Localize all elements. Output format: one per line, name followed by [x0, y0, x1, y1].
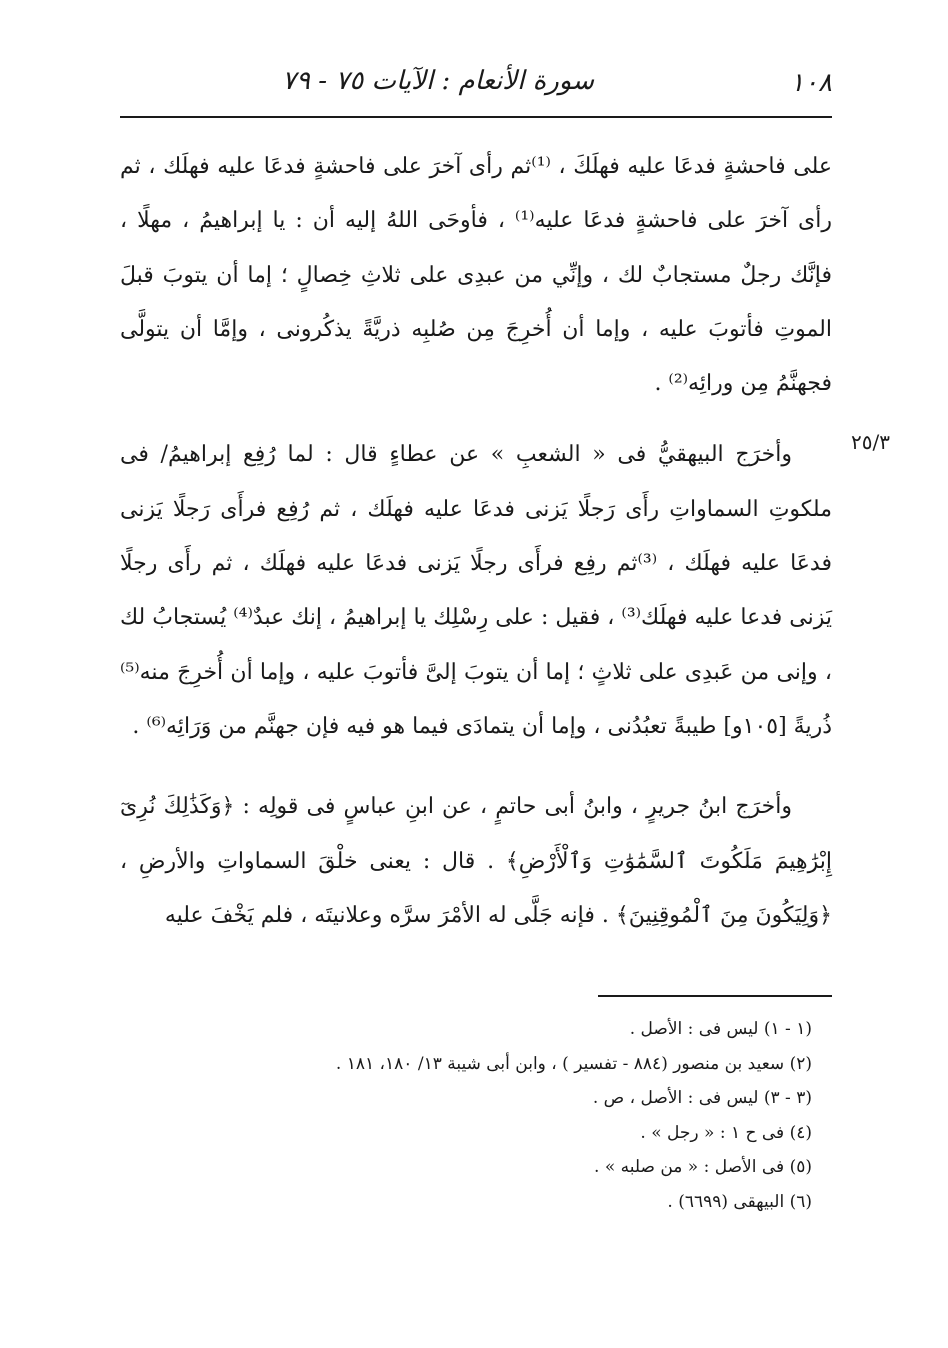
- running-title: سورة الأنعام : الآيات ٧٥ - ٧٩: [282, 66, 594, 96]
- page-number: ١٠٨: [790, 68, 832, 98]
- footnote-2: (٢) سعيد بن منصور (٨٨٤ - تفسير ) ، وابن أبى شيبة ١٣/ ١٨٠، ١٨١ .: [335, 1053, 812, 1074]
- paragraph-2-text: وأخرَج البيهقيُّ فى « الشعبِ » عن عطاءٍ قال : لما رُفِع إبراهيمُ/ فى ملكوتِ السماواتِ رأَى رَجلًا يَزنى فدعَا عليه فهلَك ، ثم رُفِع فرأَى رَجلًا يَزنى فدعَا عليه فهلَك ، ⁽³⁾ثم رفِع فرأَى رجلًا يَزنى فدعَا عليه فهلَك ، ثم رأَى رجلًا يَزنى فدعا عليه فهلَك⁽³⁾ ، فقيل : على رِسْلِك يا إبراهيمُ ، إنك عبدٌ⁽⁴⁾ يُستجابُ لك ، وإنى من عَبدِى على ثلاثٍ ؛ إما أن يتوبَ إلىَّ فأتوبَ عليه ، وإما أن أُخرِجَ منه⁽⁵⁾ ذُريةً [١٠٥و] طيبةً تعبُدُنى ، وإما أن يتمادَى فيما هو فيه فإن جهنَّم من وَرَائِه⁽⁶⁾ .: [120, 442, 833, 739]
- footnote-4: (٤) فى ح ١ : « رجل » .: [640, 1122, 812, 1143]
- paragraph-3: [120, 780, 832, 943]
- footnote-1: (١ - ١) ليس فى : الأصل .: [629, 1019, 812, 1039]
- paragraph-3-text: وأخرَج ابنُ جريرٍ ، وابنُ أبى حاتمٍ ، عن ابنِ عباسٍ فى قولِه : ﴿وَكَذَٰلِكَ نُرِىٓ إِبْرَٰهِيمَ مَلَكُوتَ ٱلسَّمَٰوَٰتِ وَٱلْأَرْضِ﴾ . قال : يعنى خلْقَ السماواتِ والأرضِ ، ﴿وَلِيَكُونَ مِنَ ٱلْمُوقِنِينَ﴾ . فإنه جَلَّى له الأمْرَ سرَّه وعلانيتَه ، فلم يَخْفَ عليه: [120, 794, 832, 928]
- margin-reference: ٢٥/٣: [851, 430, 890, 454]
- paragraph-1: على فاحشةٍ فدعَا عليه فهلَكَ ، ⁽¹⁾ثم رأى آخرَ على فاحشةٍ فدعَا عليه فهلَك ، ثم رأى آخرَ على فاحشةٍ فدعَا عليه⁽¹⁾ ، فأوحَى اللهُ إليه أن : يا إبراهيمُ ، مهلًا ، فإنَّك رجلٌ مستجابٌ لك ، وإنِّي من عبدِى على ثلاثِ خِصالٍ ؛ إما أن يتوبَ قبلَ الموتِ فأتوبَ عليه ، وإما أن أُخرِجَ مِن صُلبِه ذريَّةً يذكُرونى ، وإمَّا أن يتولَّى فجهنَّمُ مِن ورائِه⁽²⁾ .: [120, 154, 833, 397]
- footnote-5: (٥) فى الأصل : « من صلبه » .: [594, 1157, 812, 1178]
- paragraph-2: [120, 428, 832, 754]
- footnote-3: (٣ - ٣) ليس فى : الأصل ، ص .: [592, 1088, 812, 1109]
- main-text: [120, 140, 832, 943]
- footnotes: [120, 1012, 812, 1220]
- page-header: [120, 58, 832, 118]
- footnote-6: (٦) البيهقى (٦٦٩٩) .: [667, 1191, 812, 1212]
- footnote-divider: [598, 995, 832, 997]
